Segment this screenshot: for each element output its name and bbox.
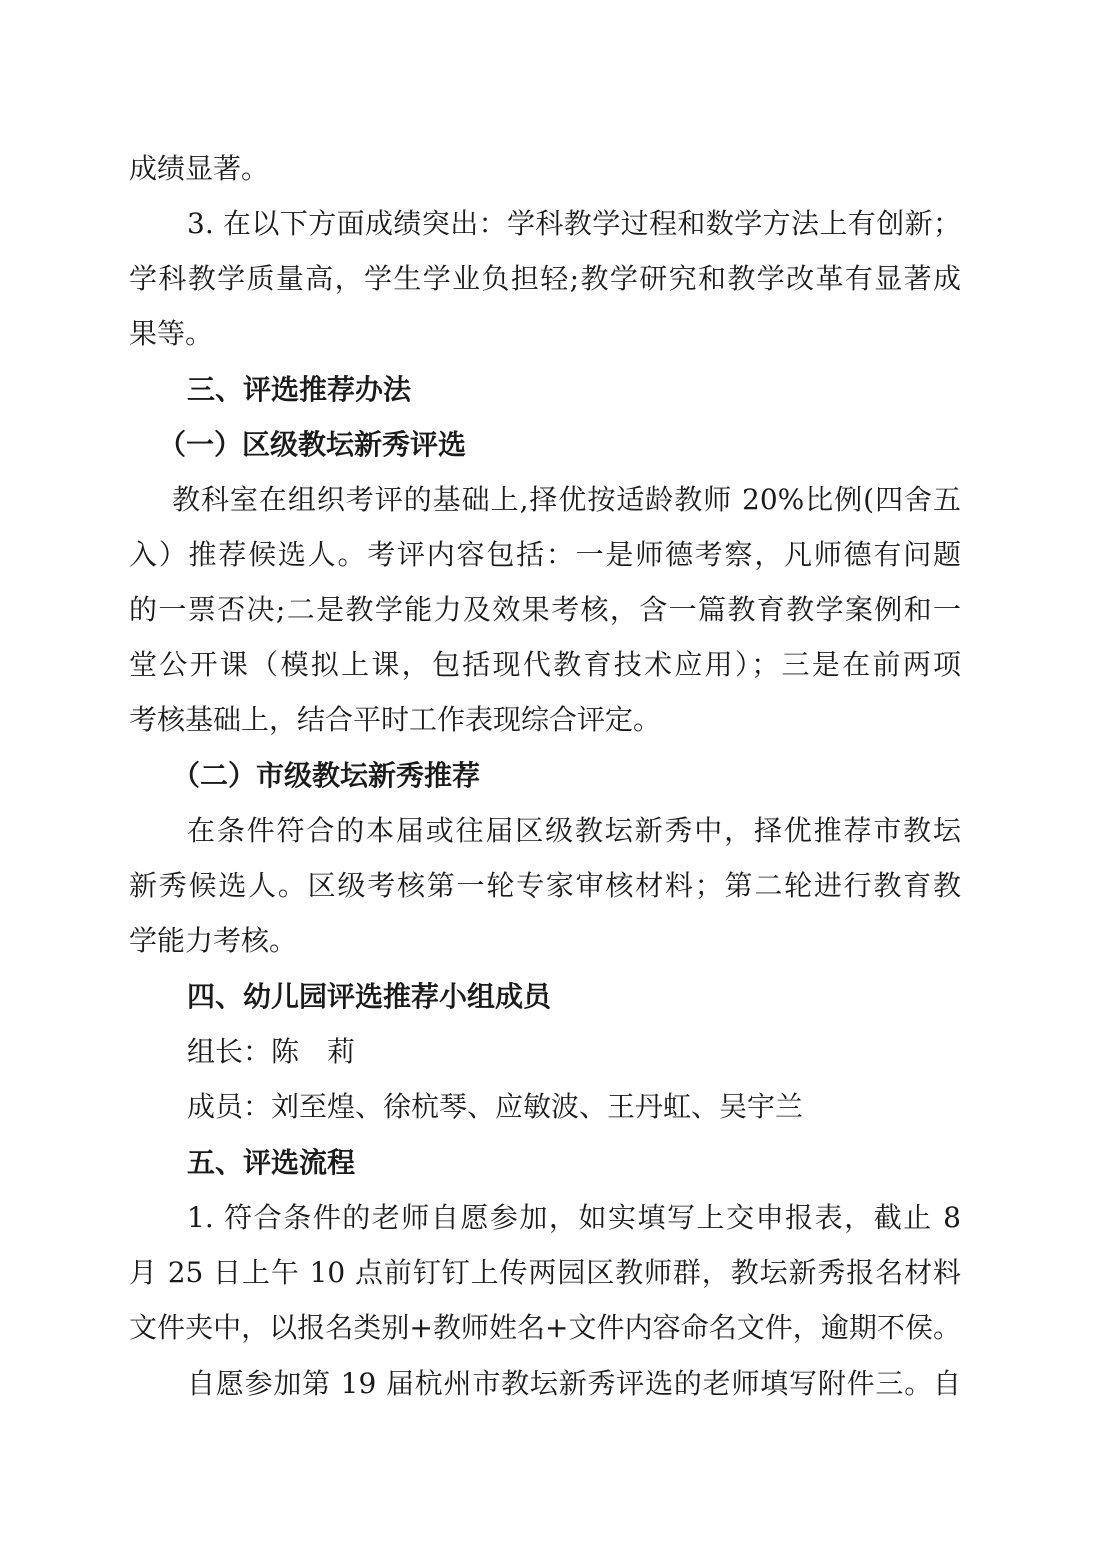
paragraph-line: 文件夹中，以报名类别+教师姓名+文件内容命名文件，逾期不侯。 [129, 1311, 961, 1344]
subsection-heading: （一）区级教坛新秀评选 [158, 428, 467, 461]
paragraph-line: 的一票否决;二是教学能力及效果考核，含一篇教育教学案例和一 [129, 593, 961, 626]
paragraph-line: 教科室在组织考评的基础上,择优按适龄教师 20%比例(四舍五 [172, 483, 961, 516]
paragraph-line: 自愿参加第 19 届杭州市教坛新秀评选的老师填写附件三。自 [187, 1367, 961, 1400]
paragraph-line: 在条件符合的本届或往届区级教坛新秀中，择优推荐市教坛 [187, 814, 961, 847]
team-members-line: 成员：刘至煌、徐杭琴、应敏波、王丹虹、吴宇兰 [187, 1090, 804, 1123]
paragraph-line: 1. 符合条件的老师自愿参加，如实填写上交申报表，截止 8 [187, 1201, 961, 1234]
paragraph-line: 成绩显著。 [129, 152, 270, 185]
paragraph-line: 学科教学质量高，学生学业负担轻;教学研究和教学改革有显著成 [129, 262, 961, 295]
paragraph-line: 新秀候选人。区级考核第一轮专家审核材料；第二轮进行教育教 [129, 869, 961, 902]
section-heading: 四、幼儿园评选推荐小组成员 [187, 980, 552, 1013]
paragraph-line: 堂公开课（模拟上课，包括现代教育技术应用）；三是在前两项 [129, 648, 961, 681]
section-heading: 五、评选流程 [187, 1146, 356, 1179]
paragraph-line: 入）推荐候选人。考评内容包括：一是师德考察，凡师德有问题 [129, 538, 961, 571]
paragraph-line: 考核基础上，结合平时工作表现综合评定。 [129, 703, 662, 736]
paragraph-line: 学能力考核。 [129, 924, 298, 957]
section-heading: 三、评选推荐办法 [187, 373, 412, 406]
paragraph-line: 月 25 日上午 10 点前钉钉上传两园区教师群，教坛新秀报名材料 [129, 1256, 961, 1289]
subsection-heading: （二）市级教坛新秀推荐 [172, 759, 481, 792]
paragraph-line: 3. 在以下方面成绩突出：学科教学过程和数学方法上有创新； [187, 207, 961, 240]
team-leader-line: 组长：陈 莉 [187, 1035, 356, 1068]
paragraph-line: 果等。 [129, 317, 214, 350]
